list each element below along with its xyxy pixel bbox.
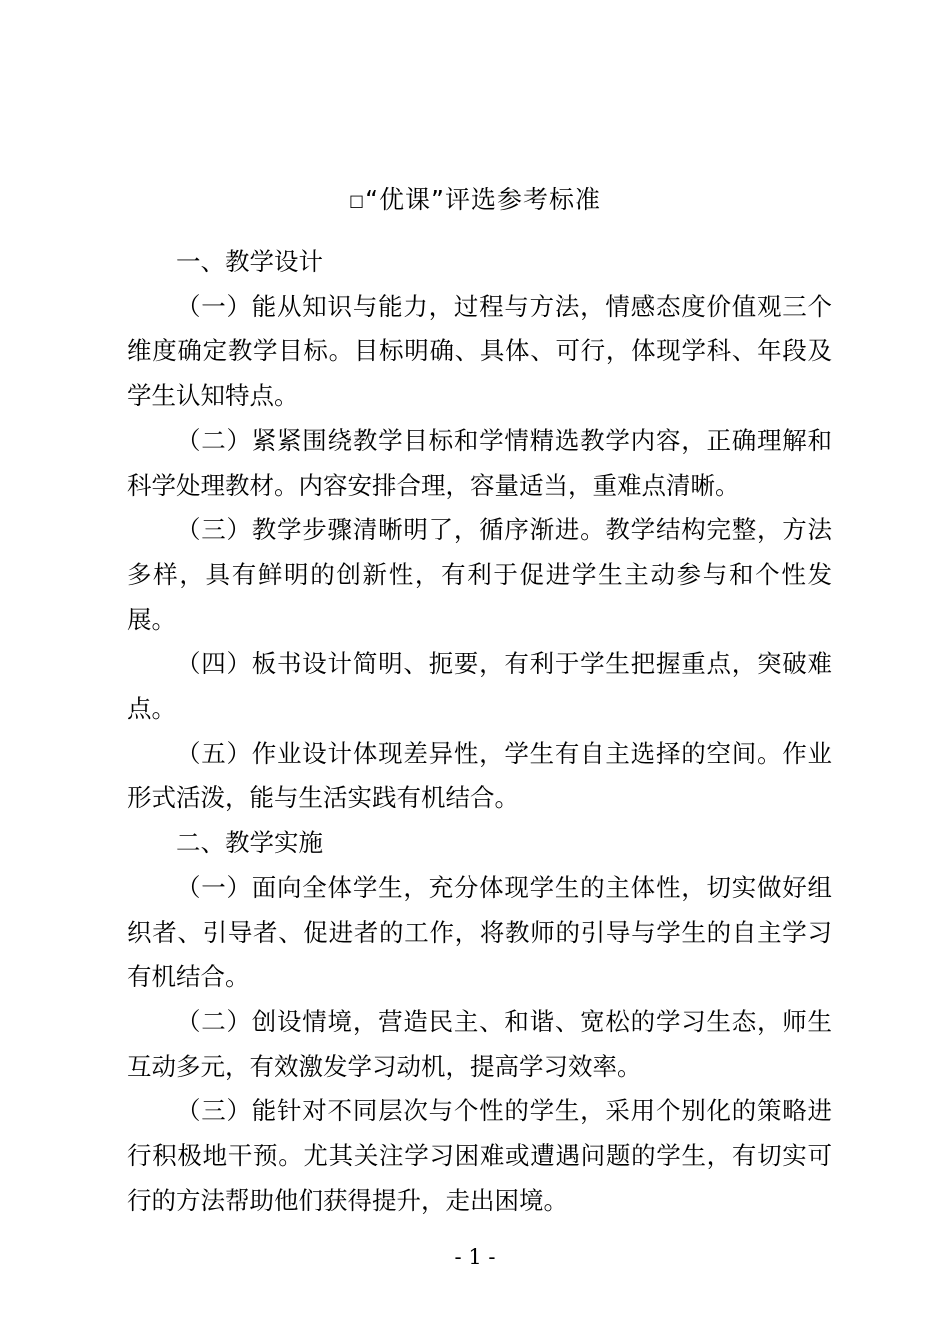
title-mark: □	[348, 191, 366, 210]
paragraph: （一）面向全体学生，充分体现学生的主体性，切实做好组织者、引导者、促进者的工作，将教师的引导与学生的自主学习有机结合。	[127, 872, 832, 992]
section-heading: 一、教学设计	[176, 247, 323, 276]
paragraph: （五）作业设计体现差异性，学生有自主选择的空间。作业形式活泼，能与生活实践有机结合。	[127, 738, 832, 813]
paragraph: （二）紧紧围绕教学目标和学情精选教学内容，正确理解和科学处理教材。内容安排合理，容量适当，重难点清晰。	[127, 425, 832, 500]
paragraph: （二）创设情境，营造民主、和谐、宽松的学习生态，师生互动多元，有效激发学习动机，提高学习效率。	[127, 1006, 832, 1081]
paragraph: （一）能从知识与能力，过程与方法，情感态度价值观三个维度确定教学目标。目标明确、具体、可行，体现学科、年段及学生认知特点。	[127, 291, 832, 411]
section-heading: 二、教学实施	[176, 828, 323, 858]
title-text: “优课”评选参考标准	[365, 185, 602, 214]
document-body	[127, 240, 832, 1223]
page-number: - 1 -	[454, 1245, 496, 1269]
paragraph: （三）能针对不同层次与个性的学生，采用个别化的策略进行积极地干预。尤其关注学习困难或遭遇问题的学生，有切实可行的方法帮助他们获得提升，走出困境。	[127, 1096, 832, 1215]
paragraph: （四）板书设计简明、扼要，有利于学生把握重点，突破难点。	[127, 649, 832, 724]
paragraph: （三）教学步骤清晰明了，循序渐进。教学结构完整，方法多样，具有鲜明的创新性，有利于促进学生主动参与和个性发展。	[127, 515, 832, 634]
page-title	[0, 180, 950, 221]
